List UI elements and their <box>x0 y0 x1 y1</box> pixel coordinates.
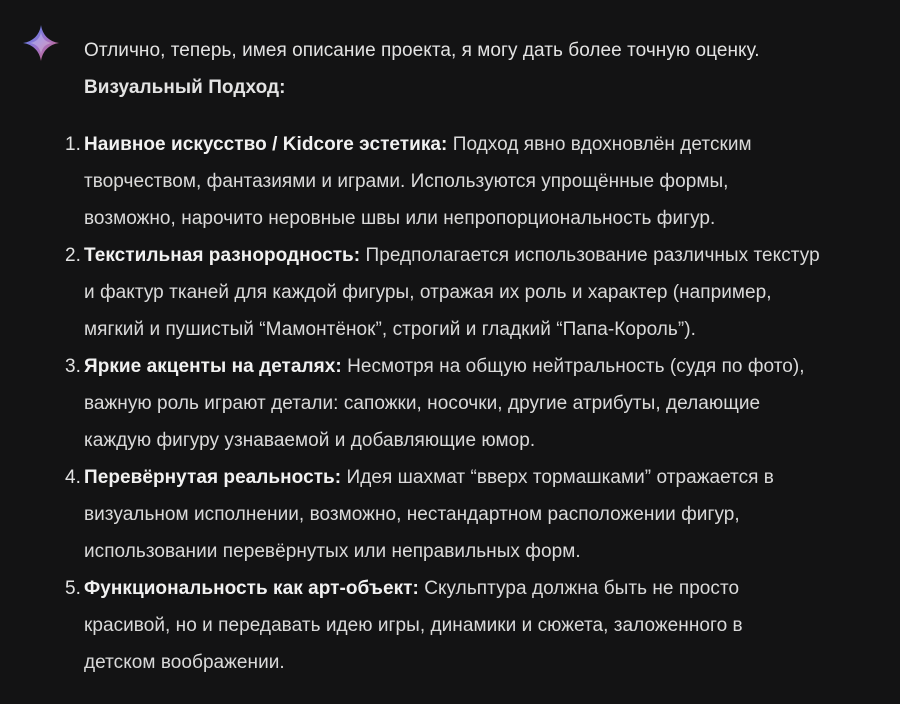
sparkle-icon <box>22 24 60 62</box>
item-title: Функциональность как арт-объект: <box>84 578 419 599</box>
list-item <box>65 348 884 459</box>
item-text: каждую фигуру узнаваемой и добавляющие юмор. <box>84 430 536 451</box>
item-line <box>84 570 884 607</box>
list-item <box>65 237 884 348</box>
item-text: детском воображении. <box>84 652 285 673</box>
approach-list <box>65 126 884 681</box>
item-line <box>84 459 884 496</box>
sparkle-icon-graphic <box>22 24 60 62</box>
intro-text: Отлично, теперь, имея описание проекта, я могу дать более точную оценку. <box>84 40 760 61</box>
item-text: Идея шахмат “вверх тормашками” отражается в <box>341 467 774 488</box>
item-text: и фактур тканей для каждой фигуры, отражая их роль и характер (например, <box>84 282 772 303</box>
item-text: красивой, но и передавать идею игры, динамики и сюжета, заложенного в <box>84 615 743 636</box>
item-line <box>84 348 884 385</box>
item-title: Наивное искусство / Kidcore эстетика: <box>84 134 448 155</box>
list-item <box>65 126 884 237</box>
item-title: Перевёрнутая реальность: <box>84 467 342 488</box>
item-text: Подход явно вдохновлён детским <box>447 134 752 155</box>
item-text: Предполагается использование различных текстур <box>360 245 820 266</box>
item-text: Несмотря на общую нейтральность (судя по фото), <box>341 356 805 377</box>
item-text: творчеством, фантазиями и играми. Используются упрощённые формы, <box>84 171 729 192</box>
item-number: 4. <box>65 467 81 488</box>
item-number: 5. <box>65 578 81 599</box>
item-title: Яркие акценты на деталях: <box>84 356 342 377</box>
list-item <box>65 459 884 570</box>
item-text: Скульптура должна быть не просто <box>418 578 740 599</box>
list-item <box>65 570 884 681</box>
item-number: 2. <box>65 245 81 266</box>
item-text: мягкий и пушистый “Мамонтёнок”, строгий и гладкий “Папа-Король”). <box>84 319 696 340</box>
item-line <box>84 126 884 163</box>
item-text: визуальном исполнении, возможно, нестандартном расположении фигур, <box>84 504 740 525</box>
item-title: Текстильная разнородность: <box>84 245 361 266</box>
item-line <box>84 237 884 274</box>
item-number: 3. <box>65 356 81 377</box>
item-text: возможно, нарочито неровные швы или непропорциональность фигур. <box>84 208 716 229</box>
item-text: использовании перевёрнутых или неправильных форм. <box>84 541 581 562</box>
item-number: 1. <box>65 134 81 155</box>
message-content <box>65 32 884 673</box>
section-heading: Визуальный Подход: <box>84 77 286 98</box>
item-text: важную роль играют детали: сапожки, носочки, другие атрибуты, делающие <box>84 393 761 414</box>
